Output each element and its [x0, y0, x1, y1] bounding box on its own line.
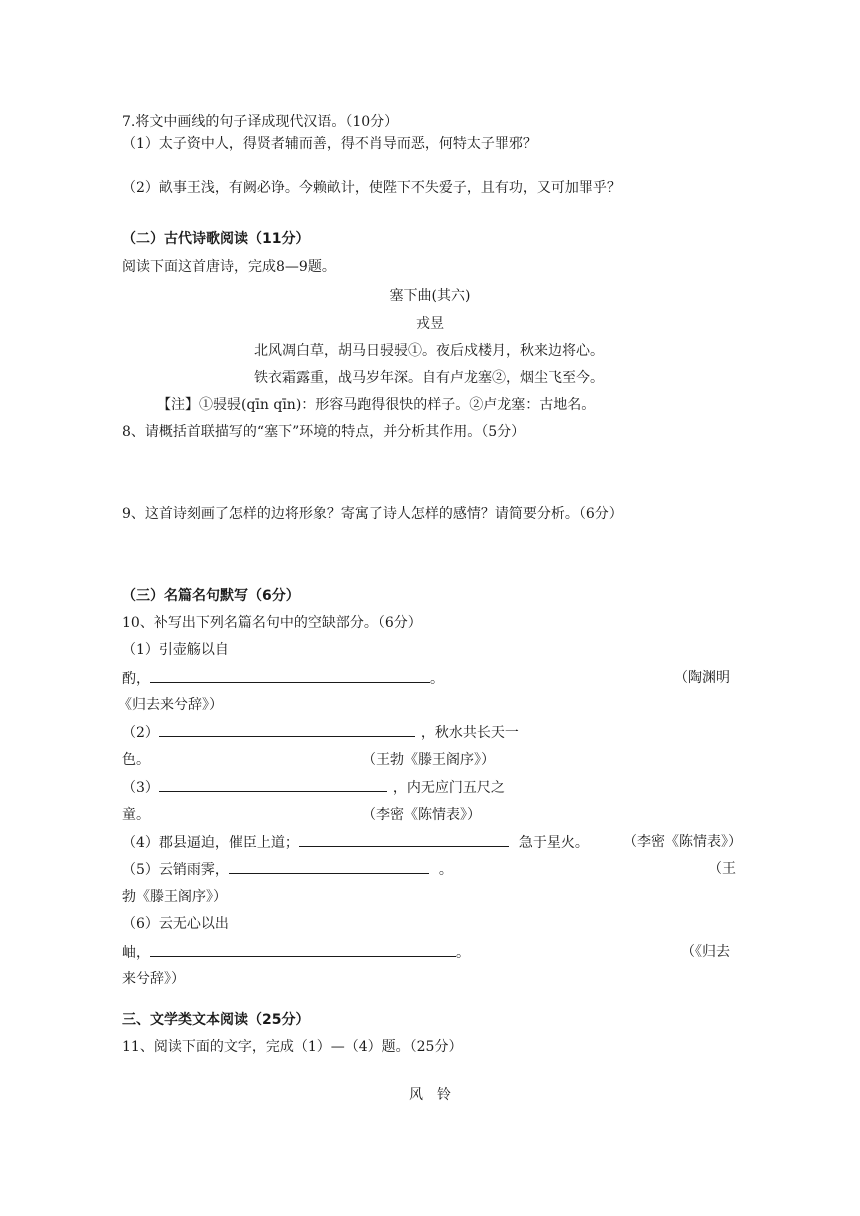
- dictation-heading: （三）名篇名句默写（6分）: [122, 588, 300, 604]
- dictation-item-5-lead: （5）云销雨霁，: [122, 862, 229, 878]
- dictation-item-5-source: （王: [708, 861, 736, 877]
- q7-title: 7.将文中画线的句子译成现代汉语。（10分）: [122, 114, 399, 130]
- answer-blank[interactable]: [299, 832, 509, 847]
- dictation-item-6-end: 。: [456, 945, 470, 961]
- dictation-item-5-end: 。: [438, 862, 453, 878]
- dictation-item-2-lead: （2）: [122, 725, 159, 741]
- dictation-item-2-source: （王勃《滕王阁序》）: [362, 752, 495, 768]
- literature-heading: 三、文学类文本阅读（25分）: [122, 1012, 310, 1028]
- dictation-item-4-lead: （4）郡县逼迫，催臣上道；: [122, 835, 299, 851]
- dictation-item-2-end: 色。: [122, 752, 150, 768]
- answer-blank[interactable]: [150, 942, 456, 957]
- poem-intro: 阅读下面这首唐诗，完成8—9题。: [122, 259, 336, 275]
- dictation-item-3-line: [122, 777, 505, 798]
- dictation-item-6-lead: 岫，: [122, 945, 150, 961]
- dictation-item-3-end: 童。: [122, 807, 150, 823]
- dictation-item-2-line: [122, 722, 519, 743]
- answer-blank[interactable]: [159, 722, 415, 737]
- poem-line-1: 北风凋白草，胡马日骎骎①。夜后戍楼月，秋来边将心。: [254, 343, 604, 359]
- dictation-item-5-line: [122, 859, 453, 880]
- answer-blank[interactable]: [159, 777, 387, 792]
- story-title: 风 铃: [409, 1087, 451, 1103]
- dictation-item-5-source-cont: 勃《滕王阁序》）: [122, 889, 227, 905]
- dictation-item-4-line: [122, 832, 589, 853]
- dictation-item-6-text: （6）云无心以出: [122, 916, 229, 932]
- dictation-item-6-source: （《归去: [681, 944, 730, 960]
- dictation-item-4-source: （李密《陈情表》）: [623, 834, 742, 850]
- dictation-item-1-end: 。: [430, 671, 444, 687]
- dictation-item-3-lead: （3）: [122, 780, 159, 796]
- poem-title: 塞下曲(其六): [389, 288, 471, 304]
- poem-author: 戎昱: [416, 316, 444, 332]
- answer-blank[interactable]: [150, 668, 430, 683]
- poem-line-2: 铁衣霜露重，战马岁年深。自有卢龙塞②，烟尘飞至今。: [254, 370, 604, 386]
- dictation-item-1-text: （1）引壶觞以自: [122, 642, 229, 658]
- dictation-item-1-source-cont: 《归去来兮辞》）: [118, 697, 223, 713]
- q11: 11、阅读下面的文字，完成（1）—（4）题。（25分）: [122, 1039, 463, 1055]
- answer-blank[interactable]: [229, 859, 429, 874]
- dictation-item-4-tail: 急于星火。: [518, 835, 589, 851]
- q9: 9、这首诗刻画了怎样的边将形象？寄寓了诗人怎样的感情？请简要分析。（6分）: [122, 506, 623, 522]
- q10: 10、补写出下列名篇名句中的空缺部分。（6分）: [122, 615, 422, 631]
- q7-sentence-2: （2）畝事王浅，有阙必诤。今赖畝计，使陛下不失爱子，且有功，又可加罪乎？: [122, 180, 621, 196]
- dictation-item-6-source-cont: 来兮辞》）: [122, 971, 185, 987]
- poem-note: 【注】①骎骎(qīn qīn)：形容马跑得很快的样子。②卢龙塞：古地名。: [157, 397, 596, 413]
- dictation-item-2-tail: ，秋水共长天一: [420, 725, 519, 741]
- dictation-item-6-line: [122, 942, 470, 963]
- dictation-item-3-source: （李密《陈情表》）: [362, 807, 481, 823]
- poem-section-heading: （二）古代诗歌阅读（11分）: [122, 231, 310, 247]
- dictation-item-1-line: [122, 668, 444, 689]
- q7-sentence-1: （1）太子资中人，得贤者辅而善，得不肖导而恶，何特太子罪邪？: [122, 136, 537, 152]
- q8: 8、请概括首联描写的“塞下”环境的特点，并分析其作用。（5分）: [122, 424, 526, 440]
- dictation-item-1-source: （陶渊明: [674, 670, 730, 686]
- dictation-item-3-tail: ，内无应门五尺之: [392, 780, 505, 796]
- dictation-item-1-lead: 酌，: [122, 671, 150, 687]
